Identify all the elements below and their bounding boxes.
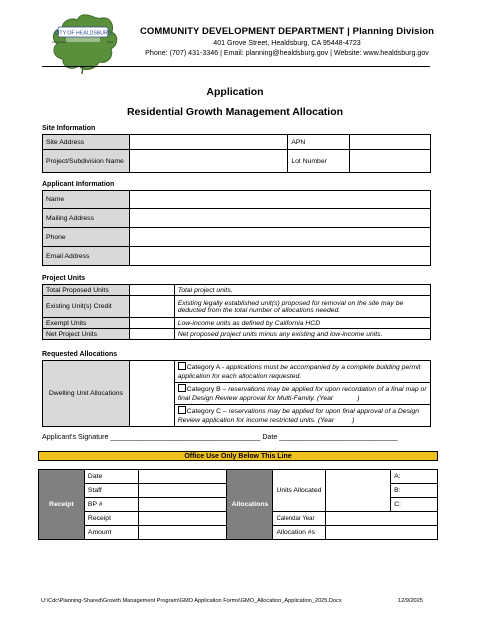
office-date-label: Date: [84, 470, 138, 484]
signature-field[interactable]: ______________________________________: [110, 433, 261, 441]
office-staff-field[interactable]: [138, 484, 227, 498]
office-staff-label: Staff: [84, 484, 138, 498]
mailing-address-field[interactable]: [129, 209, 430, 228]
project-name-field[interactable]: [129, 150, 287, 173]
category-a: [174, 361, 430, 383]
site-info-heading: Site Information: [42, 125, 96, 132]
email-label: Email Address: [43, 247, 130, 266]
applicant-info-heading: Applicant Information: [42, 181, 115, 188]
site-info-table: [42, 134, 431, 173]
allocation-nums-field[interactable]: [326, 526, 438, 540]
logo-small-right: 1867: [107, 41, 113, 44]
department-header: [126, 26, 448, 57]
mailing-address-label: Mailing Address: [43, 209, 130, 228]
allocations-heading: Allocations: [227, 470, 273, 540]
office-receipt-label: Receipt: [84, 512, 138, 526]
existing-units-credit-desc: Existing legally established unit(s) proposed for removal on the site may be deducted from the total number of allocations needed.: [174, 296, 430, 318]
category-c: [174, 405, 430, 427]
office-date-field[interactable]: [138, 470, 227, 484]
dwelling-unit-allocations-label: Dwelling Unit Allocations: [43, 361, 130, 427]
office-amount-label: Amount: [84, 526, 138, 540]
category-c-close: ): [352, 417, 355, 424]
units-allocated-field[interactable]: [326, 470, 391, 512]
allocation-b-label: B:: [391, 484, 438, 498]
requested-allocations-table: [42, 360, 431, 427]
allocation-nums-label: Allocation #s: [273, 526, 326, 540]
project-name-label: Project/Subdivision Name: [43, 150, 130, 173]
net-project-units-label: Net Project Units: [43, 329, 130, 340]
category-b-title: Category B –: [186, 386, 229, 393]
total-proposed-units-desc: Total project units.: [174, 285, 430, 296]
office-use-table: [38, 469, 438, 540]
page-subtitle: Residential Growth Management Allocation: [126, 106, 344, 118]
header-divider: [42, 66, 430, 67]
category-b-desc: reservations may be applied for upon recordation of a final map or final Design Review approval for Multi-Family. (Year: [177, 386, 427, 402]
total-proposed-units-field[interactable]: [129, 285, 174, 296]
allocation-a-label: A:: [391, 470, 438, 484]
calendar-year-field[interactable]: [326, 512, 438, 526]
dwelling-unit-allocations-field[interactable]: [129, 361, 174, 427]
site-address-label: Site Address: [43, 135, 130, 150]
net-project-units-desc: Net proposed project units minus any existing and low-income units.: [174, 329, 430, 340]
category-b: [174, 383, 430, 405]
category-c-checkbox[interactable]: [178, 406, 186, 414]
logo-text: CITY OF HEALDSBURG: [54, 30, 112, 37]
signature-line: [42, 433, 398, 441]
existing-units-credit-label: Existing Unit(s) Credit: [43, 296, 130, 318]
category-b-checkbox[interactable]: [178, 384, 186, 392]
footer-date: 12/9/2025: [398, 598, 423, 604]
applicant-name-field[interactable]: [129, 191, 430, 209]
office-receipt-field[interactable]: [138, 512, 227, 526]
department-name: COMMUNITY DEVELOPMENT DEPARTMENT | Planning Division: [139, 26, 435, 37]
total-proposed-units-label: Total Proposed Units: [43, 285, 130, 296]
lot-number-field[interactable]: [350, 150, 431, 173]
phone-field[interactable]: [129, 228, 430, 247]
site-address-field[interactable]: [129, 135, 287, 150]
exempt-units-field[interactable]: [129, 318, 174, 329]
category-b-close: ): [357, 395, 360, 402]
category-c-desc: reservations may be applied for upon final approval of a Design Review application for income restricted units. (Year: [177, 408, 420, 424]
receipt-heading: Receipt: [39, 470, 85, 540]
calendar-year-label: Calendar Year: [273, 512, 326, 526]
email-field[interactable]: [129, 247, 430, 266]
category-c-title: Category C –: [186, 408, 229, 415]
logo-small-left: incorporated: [52, 41, 67, 44]
category-a-desc: applications must be accompanied by a complete building permit application for each allocation requested.: [177, 364, 421, 380]
project-units-table: [42, 284, 431, 340]
exempt-units-desc: Low-income units as defined by California HCD: [174, 318, 430, 329]
department-contact: Phone: (707) 431-3346 | Email: planning@healdsburg.gov | Website: www.healdsburg.gov: [145, 49, 429, 57]
applicant-info-table: [42, 190, 431, 266]
city-logo: [44, 12, 122, 74]
project-units-heading: Project Units: [42, 275, 86, 282]
lot-number-label: Lot Number: [288, 150, 350, 173]
applicant-name-label: Name: [43, 191, 130, 209]
signature-label: Applicant's Signature: [42, 433, 109, 441]
net-project-units-field[interactable]: [129, 329, 174, 340]
category-a-checkbox[interactable]: [178, 362, 186, 370]
units-allocated-label: Units Allocated: [273, 470, 326, 512]
office-use-banner: Office Use Only Below This Line: [38, 451, 438, 461]
allocation-c-label: C:: [391, 498, 438, 512]
office-bp-field[interactable]: [138, 498, 227, 512]
department-address: 401 Grove Street, Healdsburg, CA 95448-4723: [213, 39, 361, 47]
requested-allocations-heading: Requested Allocations: [42, 351, 118, 358]
apn-field[interactable]: [350, 135, 431, 150]
date-label: Date: [262, 433, 278, 441]
office-bp-label: BP #: [84, 498, 138, 512]
office-amount-field[interactable]: [138, 526, 227, 540]
exempt-units-label: Exempt Units: [43, 318, 130, 329]
apn-label: APN: [288, 135, 350, 150]
category-a-title: Category A -: [186, 364, 226, 371]
phone-label: Phone: [43, 228, 130, 247]
existing-units-credit-field[interactable]: [129, 296, 174, 318]
page-title: Application: [206, 86, 264, 98]
footer-path: U:\Cdc\Planning-Shared\Growth Management Program\GMO Application Forms\GMO_Allocation_Application_2025.Docx: [41, 598, 342, 604]
date-field[interactable]: ______________________________: [279, 433, 398, 441]
